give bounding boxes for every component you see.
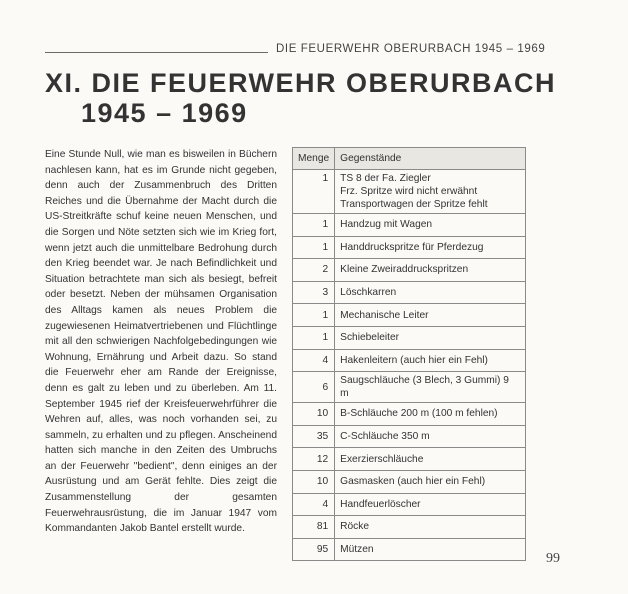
item-cell: B-Schläuche 200 m (100 m fehlen): [335, 403, 526, 426]
table-row: [293, 538, 526, 561]
item-cell: C-Schläuche 350 m: [335, 425, 526, 448]
item-cell: Kleine Zweiraddruckspritzen: [335, 259, 526, 282]
running-head-rule: [45, 52, 268, 53]
table-row: [293, 403, 526, 426]
table-row: [293, 425, 526, 448]
table-row: [293, 259, 526, 282]
running-head: DIE FEUERWEHR OBERURBACH 1945 – 1969: [276, 43, 546, 55]
table-row: [293, 470, 526, 493]
item-cell: Löschkarren: [335, 281, 526, 304]
table-row: [293, 236, 526, 259]
quantity-cell: 81: [293, 516, 335, 539]
quantity-cell: 1: [293, 214, 335, 237]
item-cell: Handfeuerlöscher: [335, 493, 526, 516]
table-header-row: [293, 148, 526, 170]
quantity-cell: 2: [293, 259, 335, 282]
item-cell: Handzug mit Wagen: [335, 214, 526, 237]
equipment-inventory-table: [292, 147, 526, 561]
chapter-title-line-1: XI. DIE FEUERWEHR OBERURBACH: [45, 68, 557, 98]
column-header-items: Gegenstände: [335, 148, 526, 170]
item-cell: Schiebeleiter: [335, 326, 526, 349]
table-row: [293, 372, 526, 403]
page-number: 99: [546, 551, 560, 566]
column-header-quantity: Menge: [293, 148, 335, 170]
table-row: [293, 281, 526, 304]
item-cell: Handdruckspritze für Pferdezug: [335, 236, 526, 259]
table-row: [293, 349, 526, 372]
chapter-title: [45, 68, 556, 128]
quantity-cell: 4: [293, 349, 335, 372]
table-row: [293, 214, 526, 237]
body-paragraph: Eine Stunde Null, wie man es bisweilen in Büchern nachlesen kann, hat es im Grunde nicht gegeben, denn auch der Zusammenbruch des Dritten Reiches und die Übernahme der Macht durch die US-Streitkräfte schuf keine neuen Menschen, und die Sorgen und Nöte setzten sich wie im Krieg fort, wenn jetzt auch die unmittelbare Bedrohung durch den Krieg beendet war. Je nach Befindlichkeit und Situation betrachtete man sich als besiegt, befreit oder besetzt. Neben der mühsamen Organisation des Alltags kamen als neues Problem die zugewiesenen Heimatvertriebenen und Flüchtlinge mit all den schwierigen Nachfolgebedingungen wie Wohnung, Ernährung und Arbeit dazu. So stand die Feuerwehr eher am Rande der Ereignisse, denn es galt zu leben und zu überleben. Am 11. September 1945 rief der Kreisfeuerwehrführer die Wehren auf, alles, was noch vorhanden sei, zu sammeln, zu erhalten und zu pflegen. Anscheinend hatten sich manche in den Zeiten des Umbruchs an der Feuerwehr "bedient", denn einiges an der Ausrüstung und am Gerät fehlte. Dies zeigt die Zusammenstellung der gesamten Feuerwehrausrüstung, die im Januar 1947 vom Kommandanten Jakob Bantel erstellt wurde.: [45, 149, 277, 535]
quantity-cell: 10: [293, 470, 335, 493]
table-row: [293, 304, 526, 327]
quantity-cell: 12: [293, 448, 335, 471]
quantity-cell: 95: [293, 538, 335, 561]
item-cell: TS 8 der Fa. Ziegler Frz. Spritze wird nicht erwähnt Transportwagen der Spritze fehlt: [335, 170, 526, 214]
quantity-cell: 1: [293, 170, 335, 214]
quantity-cell: 6: [293, 372, 335, 403]
item-cell: Saugschläuche (3 Blech, 3 Gummi) 9 m: [335, 372, 526, 403]
chapter-title-line-2: 1945 – 1969: [81, 98, 248, 128]
item-cell: Exerzierschläuche: [335, 448, 526, 471]
quantity-cell: 35: [293, 425, 335, 448]
quantity-cell: 1: [293, 304, 335, 327]
quantity-cell: 1: [293, 326, 335, 349]
table-row: [293, 493, 526, 516]
table-row: [293, 448, 526, 471]
item-cell: Hakenleitern (auch hier ein Fehl): [335, 349, 526, 372]
quantity-cell: 4: [293, 493, 335, 516]
item-cell: Mützen: [335, 538, 526, 561]
quantity-cell: 10: [293, 403, 335, 426]
table-row: [293, 170, 526, 214]
item-cell: Gasmasken (auch hier ein Fehl): [335, 470, 526, 493]
item-cell: Mechanische Leiter: [335, 304, 526, 327]
table-row: [293, 516, 526, 539]
item-cell: Röcke: [335, 516, 526, 539]
quantity-cell: 1: [293, 236, 335, 259]
table-row: [293, 326, 526, 349]
quantity-cell: 3: [293, 281, 335, 304]
